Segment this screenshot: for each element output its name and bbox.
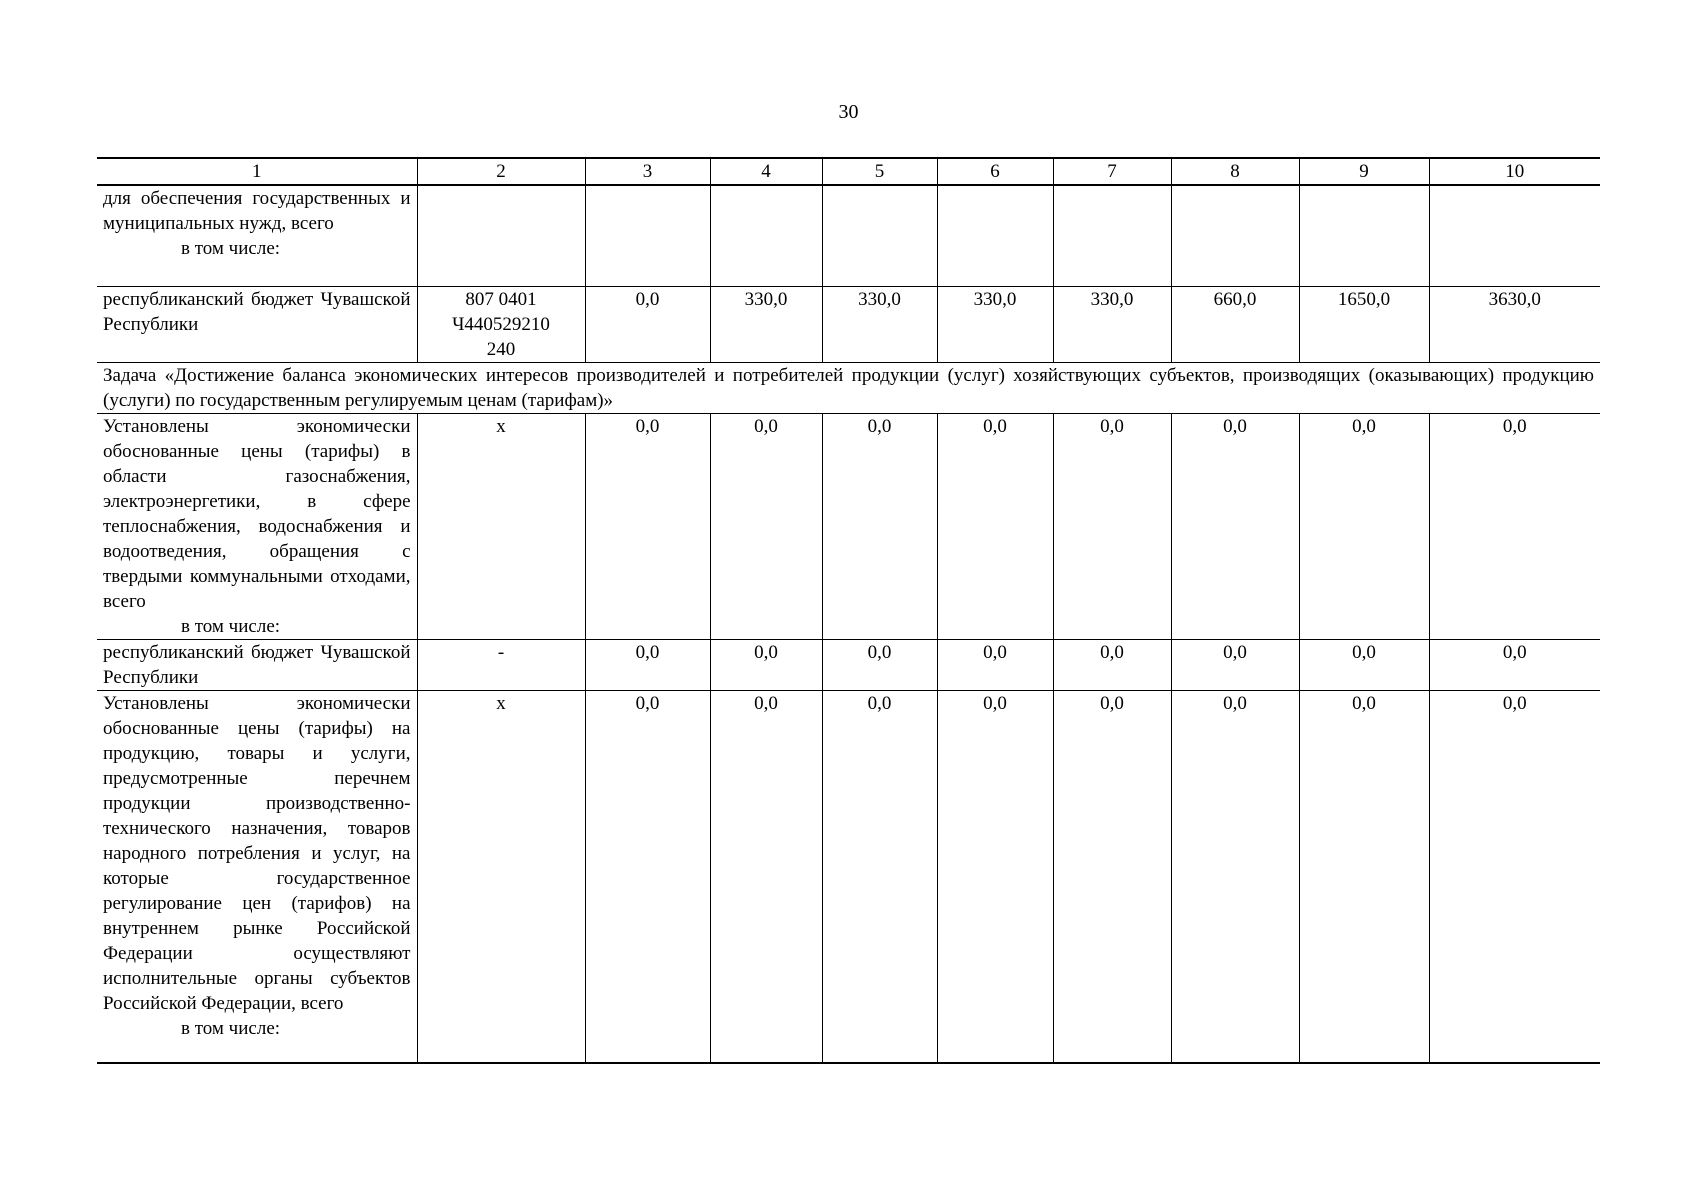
budget-code-line: 807 0401 xyxy=(465,288,537,310)
row-name: Установлены экономически обоснованные цены (тарифы) в области газоснабжения, электроэнергетики, в сфере теплоснабжения, водоснабжения и водоотведения, обращения с твердыми коммунальными отходами, всего xyxy=(103,415,411,612)
task-row xyxy=(97,362,1600,413)
value-cell: 0,0 xyxy=(822,413,937,639)
table-row xyxy=(97,639,1600,690)
row-name-cell xyxy=(97,690,417,1063)
value-cell: 0,0 xyxy=(1171,690,1299,1063)
value-cell xyxy=(822,185,937,286)
value-cell: 0,0 xyxy=(585,690,710,1063)
row-name-cell xyxy=(97,286,417,362)
value-cell: 0,0 xyxy=(1299,690,1429,1063)
budget-table xyxy=(97,157,1600,1064)
table-row xyxy=(97,286,1600,362)
column-number: 2 xyxy=(417,158,585,185)
table-row xyxy=(97,185,1600,286)
value-cell xyxy=(1053,185,1171,286)
value-cell: 0,0 xyxy=(822,690,937,1063)
row-name: республиканский бюджет Чувашской Республики xyxy=(103,288,411,335)
value-cell: 0,0 xyxy=(710,639,822,690)
table-row xyxy=(97,690,1600,1063)
page-number: 30 xyxy=(838,101,859,123)
task-text: Задача «Достижение баланса экономических интересов производителей и потребителей продукции (услуг) хозяйствующих субъектов, производящих (оказывающих) продукцию (услуги) по государственным регулируемым ценам (тарифам)» xyxy=(97,362,1600,413)
row-name: республиканский бюджет Чувашской Республики xyxy=(103,641,411,688)
value-cell: 0,0 xyxy=(937,639,1053,690)
value-cell: 0,0 xyxy=(1429,690,1600,1063)
value-cell: 0,0 xyxy=(585,286,710,362)
table-row xyxy=(97,413,1600,639)
value-cell: 330,0 xyxy=(1053,286,1171,362)
value-cell: 330,0 xyxy=(710,286,822,362)
including-label: в том числе: xyxy=(181,615,281,637)
value-cell: 0,0 xyxy=(1053,690,1171,1063)
budget-code-line: Ч440529210 xyxy=(452,313,550,335)
row-name: для обеспечения государственных и муниципальных нужд, всего xyxy=(103,188,411,234)
value-cell: 330,0 xyxy=(937,286,1053,362)
value-cell: 0,0 xyxy=(1053,413,1171,639)
row-name-cell xyxy=(97,185,417,286)
value-cell: 0,0 xyxy=(710,413,822,639)
value-cell xyxy=(1299,185,1429,286)
value-cell: 660,0 xyxy=(1171,286,1299,362)
value-cell xyxy=(1429,185,1600,286)
value-cell: 0,0 xyxy=(1429,639,1600,690)
column-number: 10 xyxy=(1429,158,1600,185)
row-name-cell xyxy=(97,413,417,639)
column-number: 7 xyxy=(1053,158,1171,185)
budget-code-line: 240 xyxy=(486,338,516,360)
code-cell: х xyxy=(417,413,585,639)
value-cell: 330,0 xyxy=(822,286,937,362)
including-label: в том числе: xyxy=(181,238,281,259)
value-cell: 0,0 xyxy=(1053,639,1171,690)
value-cell: 0,0 xyxy=(1171,639,1299,690)
value-cell: 0,0 xyxy=(1299,639,1429,690)
value-cell xyxy=(937,185,1053,286)
value-cell: 0,0 xyxy=(585,639,710,690)
column-number: 5 xyxy=(822,158,937,185)
value-cell xyxy=(585,185,710,286)
column-number: 3 xyxy=(585,158,710,185)
value-cell: 3630,0 xyxy=(1429,286,1600,362)
value-cell: 0,0 xyxy=(710,690,822,1063)
row-name: Установлены экономически обоснованные цены (тарифы) на продукцию, товары и услуги, предусмотренные перечнем продукции производственно-технического назначения, товаров народного потребления и услуг, на которые государственное регулирование цен (тарифов) на внутреннем рынке Российской Федерации осуществляют исполнительные органы субъектов Российской Федерации, всего xyxy=(103,692,411,1014)
including-label: в том числе: xyxy=(181,1017,281,1039)
column-number: 1 xyxy=(97,158,417,185)
value-cell: 0,0 xyxy=(585,413,710,639)
column-number-header xyxy=(97,158,1600,185)
value-cell: 0,0 xyxy=(937,690,1053,1063)
value-cell xyxy=(710,185,822,286)
value-cell xyxy=(1171,185,1299,286)
value-cell: 1650,0 xyxy=(1299,286,1429,362)
value-cell: 0,0 xyxy=(822,639,937,690)
code-cell xyxy=(417,185,585,286)
column-number: 9 xyxy=(1299,158,1429,185)
value-cell: 0,0 xyxy=(1429,413,1600,639)
column-number: 8 xyxy=(1171,158,1299,185)
code-cell xyxy=(417,286,585,362)
value-cell: 0,0 xyxy=(1171,413,1299,639)
value-cell: 0,0 xyxy=(937,413,1053,639)
code-cell: - xyxy=(417,639,585,690)
code-cell: х xyxy=(417,690,585,1063)
row-name-cell xyxy=(97,639,417,690)
column-number: 4 xyxy=(710,158,822,185)
column-number: 6 xyxy=(937,158,1053,185)
value-cell: 0,0 xyxy=(1299,413,1429,639)
